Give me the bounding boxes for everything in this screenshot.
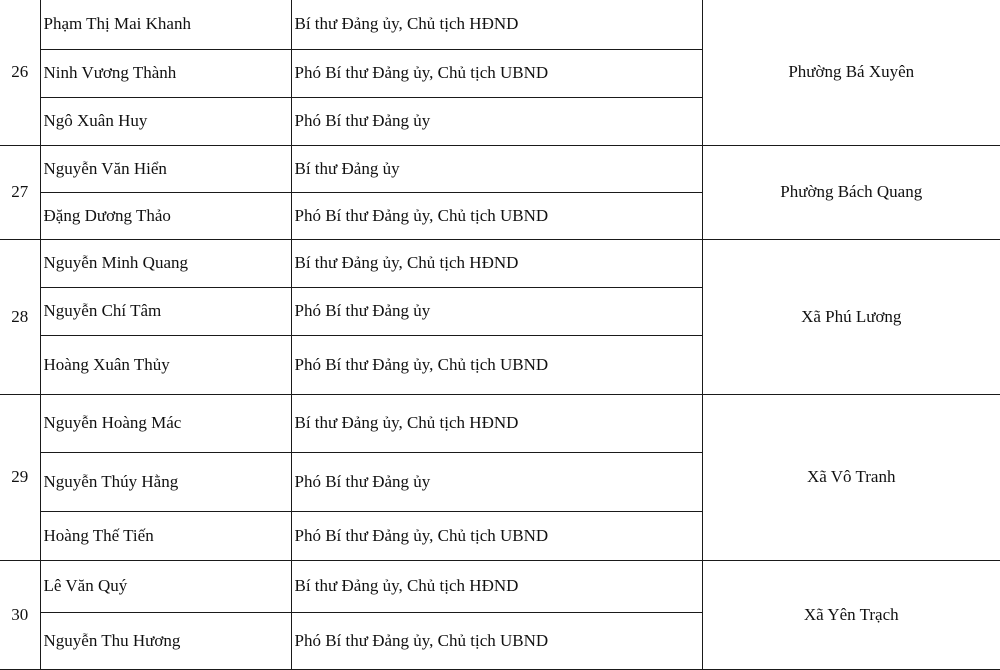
table-row [0, 239, 1000, 287]
position-cell: Phó Bí thư Đảng ủy, Chủ tịch UBND [291, 49, 702, 97]
unit-cell: Xã Vô Tranh [702, 394, 1000, 560]
position-cell: Phó Bí thư Đảng ủy, Chủ tịch UBND [291, 192, 702, 239]
position-cell: Phó Bí thư Đảng ủy [291, 452, 702, 511]
name-cell: Hoàng Xuân Thủy [40, 335, 291, 394]
table-row [0, 560, 1000, 612]
name-cell: Nguyễn Minh Quang [40, 239, 291, 287]
row-number-cell: 26 [0, 0, 40, 145]
name-cell: Nguyễn Thúy Hằng [40, 452, 291, 511]
table-row [0, 145, 1000, 192]
row-number-cell: 27 [0, 145, 40, 239]
position-cell: Bí thư Đảng ủy, Chủ tịch HĐND [291, 239, 702, 287]
name-cell: Phạm Thị Mai Khanh [40, 0, 291, 49]
name-cell: Ngô Xuân Huy [40, 97, 291, 145]
name-cell: Nguyễn Chí Tâm [40, 287, 291, 335]
row-number-cell: 29 [0, 394, 40, 560]
table-row [0, 0, 1000, 49]
position-cell: Phó Bí thư Đảng ủy [291, 97, 702, 145]
unit-cell: Xã Yên Trạch [702, 560, 1000, 669]
position-cell: Phó Bí thư Đảng ủy, Chủ tịch UBND [291, 612, 702, 669]
name-cell: Hoàng Thế Tiến [40, 511, 291, 560]
unit-cell: Phường Bá Xuyên [702, 0, 1000, 145]
position-cell: Bí thư Đảng ủy, Chủ tịch HĐND [291, 394, 702, 452]
name-cell: Nguyễn Thu Hương [40, 612, 291, 669]
name-cell: Nguyễn Hoàng Mác [40, 394, 291, 452]
row-number-cell: 28 [0, 239, 40, 394]
table-row [0, 394, 1000, 452]
position-cell: Bí thư Đảng ủy [291, 145, 702, 192]
position-cell: Phó Bí thư Đảng ủy [291, 287, 702, 335]
row-number-cell: 30 [0, 560, 40, 669]
position-cell: Bí thư Đảng ủy, Chủ tịch HĐND [291, 560, 702, 612]
name-cell: Lê Văn Quý [40, 560, 291, 612]
position-cell: Bí thư Đảng ủy, Chủ tịch HĐND [291, 0, 702, 49]
name-cell: Đặng Dương Thảo [40, 192, 291, 239]
unit-cell: Phường Bách Quang [702, 145, 1000, 239]
name-cell: Nguyễn Văn Hiển [40, 145, 291, 192]
unit-cell: Xã Phú Lương [702, 239, 1000, 394]
position-cell: Phó Bí thư Đảng ủy, Chủ tịch UBND [291, 511, 702, 560]
position-cell: Phó Bí thư Đảng ủy, Chủ tịch UBND [291, 335, 702, 394]
name-cell: Ninh Vương Thành [40, 49, 291, 97]
